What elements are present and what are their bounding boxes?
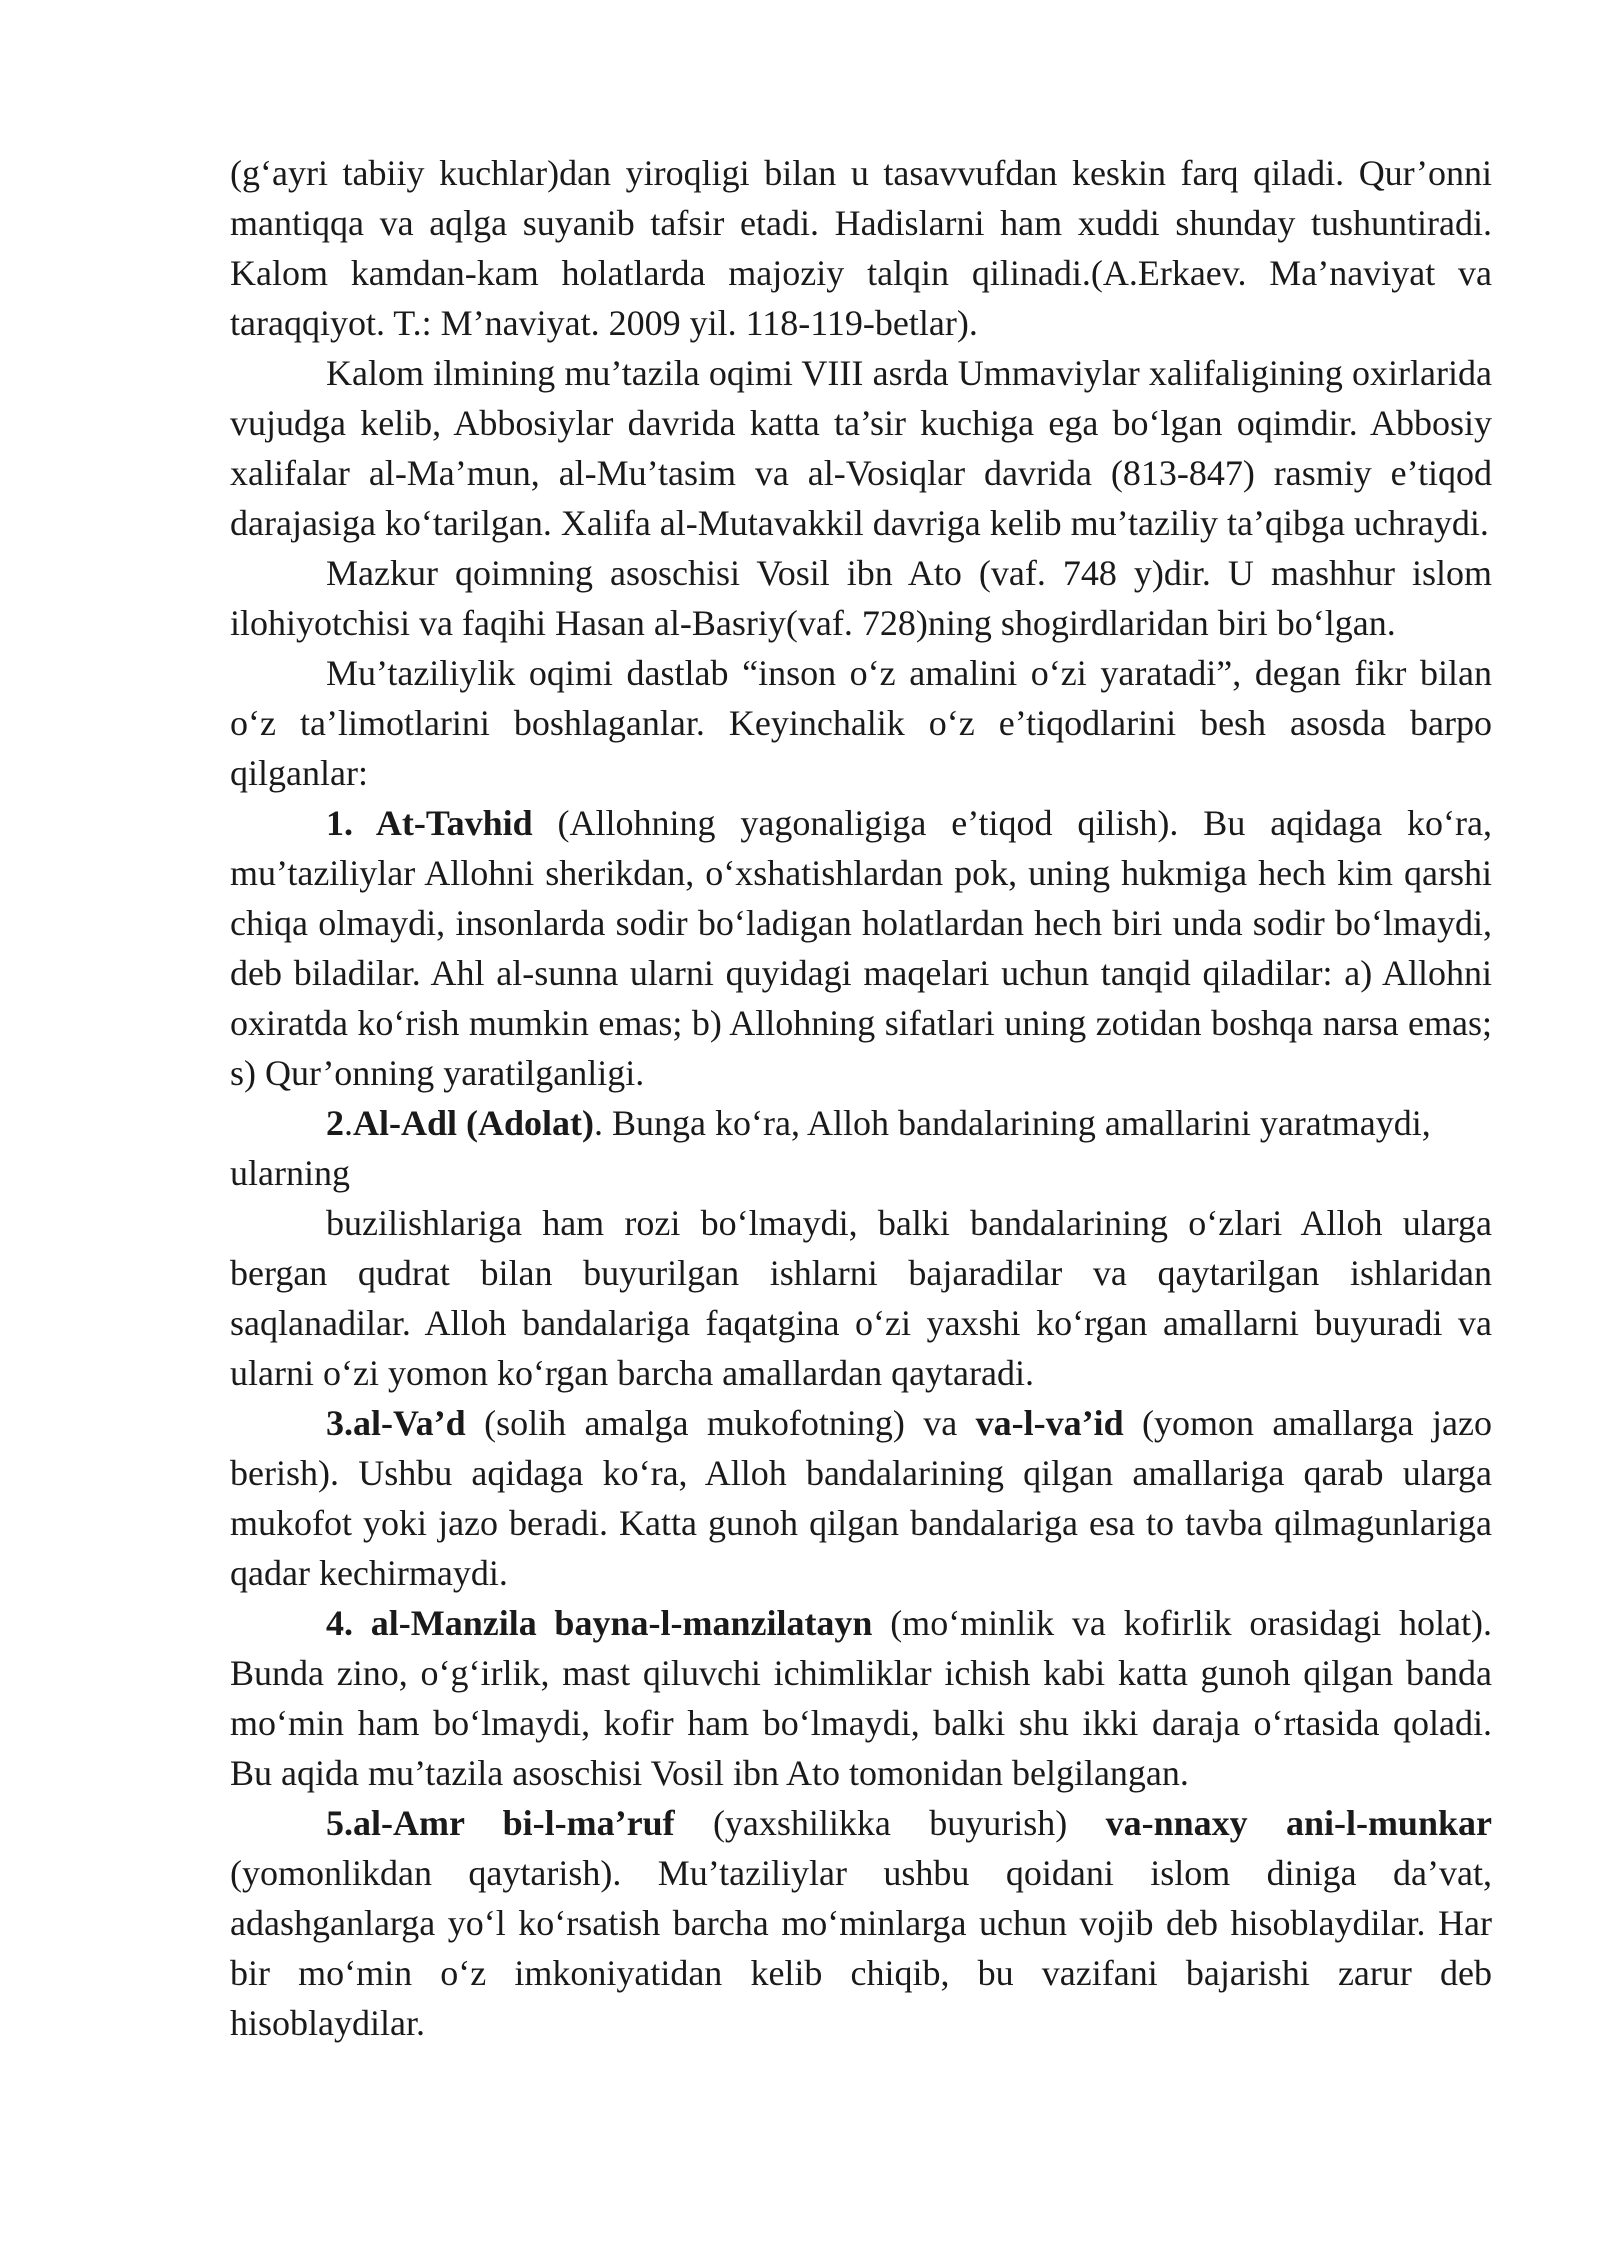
paragraph-text: (yomonlikdan qaytarish). Mu’taziliylar ushbu qoidani islom diniga da’vat, adashganlarga yo‘l ko‘rsatish barcha mo‘minlarga uchun vojib deb hisoblaydilar. Har bir mo‘min o‘z imkoniyatidan kelib chiqib, bu vazifani bajarishi zarur deb hisoblaydilar. [230, 1853, 1492, 2043]
paragraph-principle-adl [230, 1098, 1492, 1198]
paragraph-text: buzilishlariga ham rozi bo‘lmaydi, balki bandalarining o‘zlari Alloh ularga bergan qudrat bilan buyurilgan ishlarni bajaradilar va qaytarilgan ishlaridan saqlanadilar. Alloh bandalariga faqatgina o‘zi yaxshi ko‘rgan amallarni buyuradi va ularni o‘zi yomon ko‘rgan barcha amallardan qaytaradi. [230, 1203, 1492, 1393]
paragraph-mutazila-origin [230, 348, 1492, 548]
paragraph-principle-amr [230, 1798, 1492, 2048]
paragraph-text: (mo‘minlik va kofirlik orasidagi holat). Bunda zino, o‘g‘irlik, mast qiluvchi ichimliklar ichish kabi katta gunoh qilgan banda mo‘min ham bo‘lmaydi, kofir ham bo‘lmaydi, balki shu ikki daraja o‘rtasida qoladi. Bu aqida mu’tazila asoschisi Vosil ibn Ato tomonidan belgilangan. [230, 1603, 1492, 1793]
paragraph-founder [230, 548, 1492, 648]
principle-heading: 4. al-Manzila bayna-l-manzilatayn [326, 1603, 873, 1643]
principle-heading: 1. At-Tavhid [326, 803, 533, 843]
paragraph-principle-manzila [230, 1598, 1492, 1798]
paragraph-text: (Allohning yagonaligiga e’tiqod qilish). Bu aqidaga ko‘ra, mu’taziliylar Allohni sherikdan, o‘xshatishlardan pok, uning hukmiga hech kim qarshi chiqa olmaydi, insonlarda sodir bo‘ladigan holatlardan hech biri unda sodir bo‘lmaydi, deb biladilar. Ahl al-sunna ularni quyidagi maqelari uchun tanqid qiladilar: a) Allohni oxiratda ko‘rish mumkin emas; b) Allohning sifatlari uning zotidan boshqa narsa emas; s) Qur’onning yaratilganligi. [230, 803, 1492, 1093]
principle-number-dot: . [344, 1103, 353, 1143]
paragraph-text: (solih amalga mukofotning) va [465, 1403, 976, 1443]
paragraph-principle-adl-continued [230, 1198, 1492, 1398]
principle-heading: Al-Adl (Adolat) [353, 1103, 594, 1143]
principle-subheading: va-nnaxy ani-l-munkar [1105, 1803, 1492, 1843]
paragraph-five-principles-intro [230, 648, 1492, 798]
paragraph-principle-tavhid [230, 798, 1492, 1098]
paragraph-principle-vad [230, 1398, 1492, 1598]
paragraph-text: Mu’taziliylik oqimi dastlab “inson o‘z amalini o‘zi yaratadi”, degan fikr bilan o‘z ta’limotlarini boshlaganlar. Keyinchalik o‘z e’tiqodlarini besh asosda barpo qilganlar: [230, 653, 1492, 793]
paragraph-text: Mazkur qoimning asoschisi Vosil ibn Ato (vaf. 748 y)dir. U mashhur islom ilohiyotchisi va faqihi Hasan al-Basriy(vaf. 728)ning shogirdlaridan biri bo‘lgan. [230, 553, 1492, 643]
principle-number: 2 [326, 1103, 344, 1143]
paragraph-text: (yomon amallarga jazo berish). Ushbu aqidaga ko‘ra, Alloh bandalarining qilgan amallariga qarab ularga mukofot yoki jazo beradi. Katta gunoh qilgan bandalariga esa to tavba qilmagunlariga qadar kechirmaydi. [230, 1403, 1492, 1593]
principle-heading: 5.al-Amr bi-l-ma’ruf [326, 1803, 675, 1843]
paragraph-intro-continuation [230, 148, 1492, 348]
paragraph-text: (g‘ayri tabiiy kuchlar)dan yiroqligi bilan u tasavvufdan keskin farq qiladi. Qur’onni mantiqqa va aqlga suyanib tafsir etadi. Hadislarni ham xuddi shunday tushuntiradi. Kalom kamdan-kam holatlarda majoziy talqin qilinadi.(A.Erkaev. Ma’naviyat va taraqqiyot. T.: M’naviyat. 2009 yil. 118-119-betlar). [230, 153, 1492, 343]
paragraph-text: Kalom ilmining mu’tazila oqimi VIII asrda Ummaviylar xalifaligining oxirlarida vujudga kelib, Abbosiylar davrida katta ta’sir kuchiga ega bo‘lgan oqimdir. Abbosiy xalifalar al-Ma’mun, al-Mu’tasim va al-Vosiqlar davrida (813-847) rasmiy e’tiqod darajasiga ko‘tarilgan. Xalifa al-Mutavakkil davriga kelib mu’taziliy ta’qibga uchraydi. [230, 353, 1492, 543]
principle-heading: 3.al-Va’d [326, 1403, 466, 1443]
document-page [230, 148, 1492, 2048]
principle-subheading: va-l-va’id [975, 1403, 1124, 1443]
paragraph-text: . Bunga ko‘ra, Alloh bandalarining amallarini yaratmaydi, ularning [230, 1103, 1431, 1193]
paragraph-text: (yaxshilikka buyurish) [674, 1803, 1106, 1843]
